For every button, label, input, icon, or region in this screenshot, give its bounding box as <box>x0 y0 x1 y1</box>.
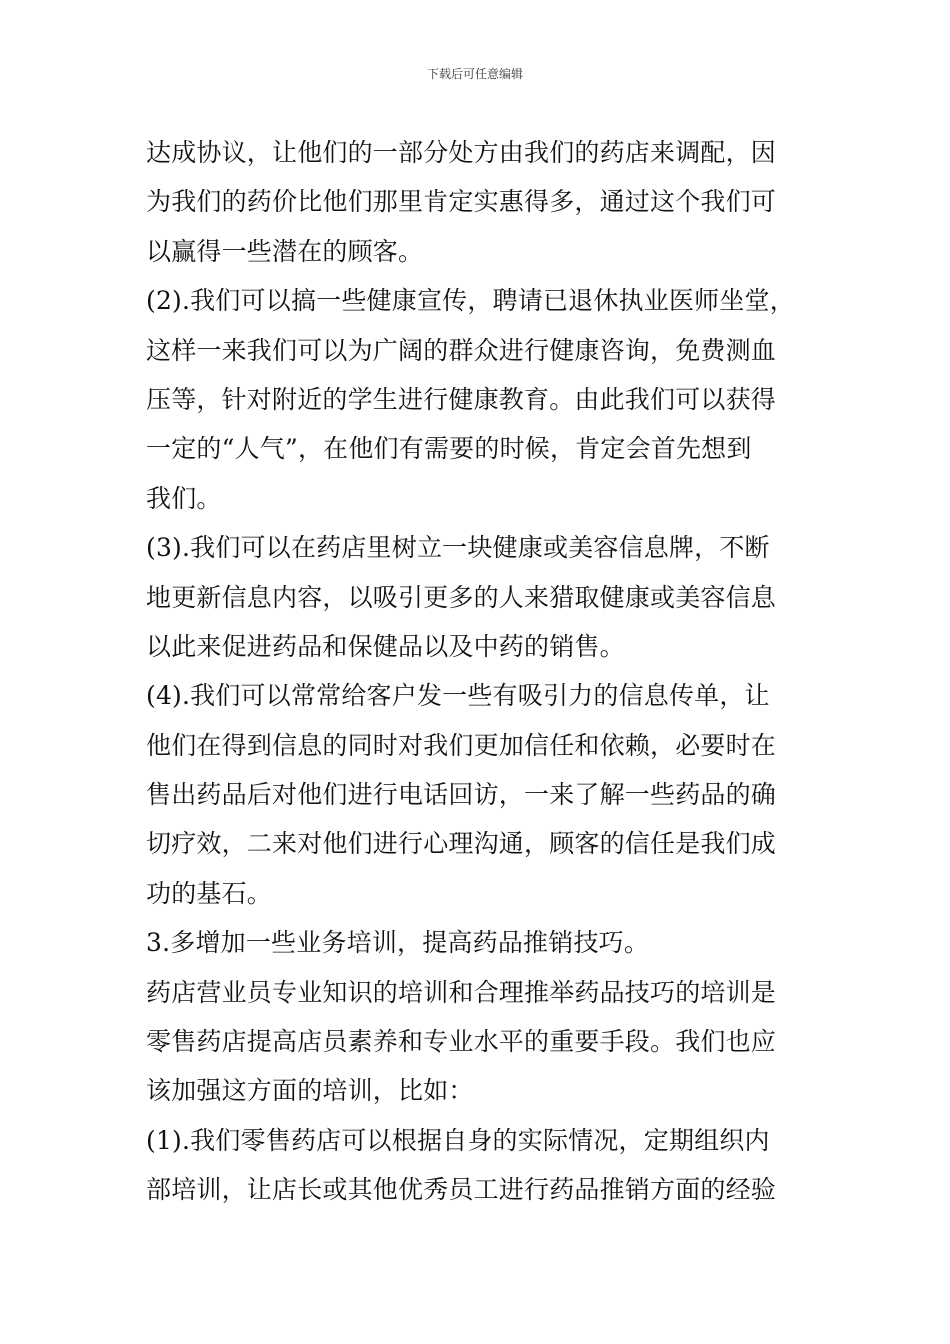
text-line: 他们在得到信息的同时对我们更加信任和依赖，必要时在 <box>146 730 777 760</box>
text-line: 3.多增加一些业务培训，提高药品推销技巧。 <box>146 928 650 958</box>
text-line: 一定的“人气”，在他们有需要的时候，肯定会首先想到 <box>146 434 752 464</box>
text-line: 为我们的药价比他们那里肯定实惠得多，通过这个我们可 <box>146 187 777 217</box>
text-line: 药店营业员专业知识的培训和合理推举药品技巧的培训是 <box>146 977 777 1007</box>
text-line: 地更新信息内容，以吸引更多的人来猎取健康或美容信息 <box>146 582 777 612</box>
page-header: 下载后可任意编辑 <box>426 67 523 81</box>
text-line: 功的基石。 <box>146 878 273 908</box>
text-line: 以赢得一些潜在的顾客。 <box>146 236 424 266</box>
text-line: 切疗效，二来对他们进行心理沟通，顾客的信任是我们成 <box>146 829 777 859</box>
text-line: 该加强这方面的培训，比如： <box>146 1076 474 1106</box>
text-line: (3).我们可以在药店里树立一块健康或美容信息牌，不断 <box>146 533 770 563</box>
text-line: 部培训，让店长或其他优秀员工进行药品推销方面的经验 <box>146 1175 777 1205</box>
text-line: (4).我们可以常常给客户发一些有吸引力的信息传单，让 <box>146 681 770 711</box>
text-line: 我们。 <box>146 483 222 513</box>
text-line: 达成协议，让他们的一部分处方由我们的药店来调配，因 <box>146 138 777 167</box>
text-line: 以此来促进药品和保健品以及中药的销售。 <box>146 631 625 661</box>
document-body <box>146 128 818 1215</box>
text-line: 压等，针对附近的学生进行健康教育。由此我们可以获得 <box>146 384 777 414</box>
text-line: (2).我们可以搞一些健康宣传，聘请已退休执业医师坐堂， <box>146 286 795 316</box>
text-line: 零售药店提高店员素养和专业水平的重要手段。我们也应 <box>146 1027 777 1057</box>
text-line: 这样一来我们可以为广阔的群众进行健康咨询，免费测血 <box>146 335 777 365</box>
text-line: (1).我们零售药店可以根据自身的实际情况，定期组织内 <box>146 1125 770 1155</box>
text-line: 售出药品后对他们进行电话回访，一来了解一些药品的确 <box>146 780 777 810</box>
